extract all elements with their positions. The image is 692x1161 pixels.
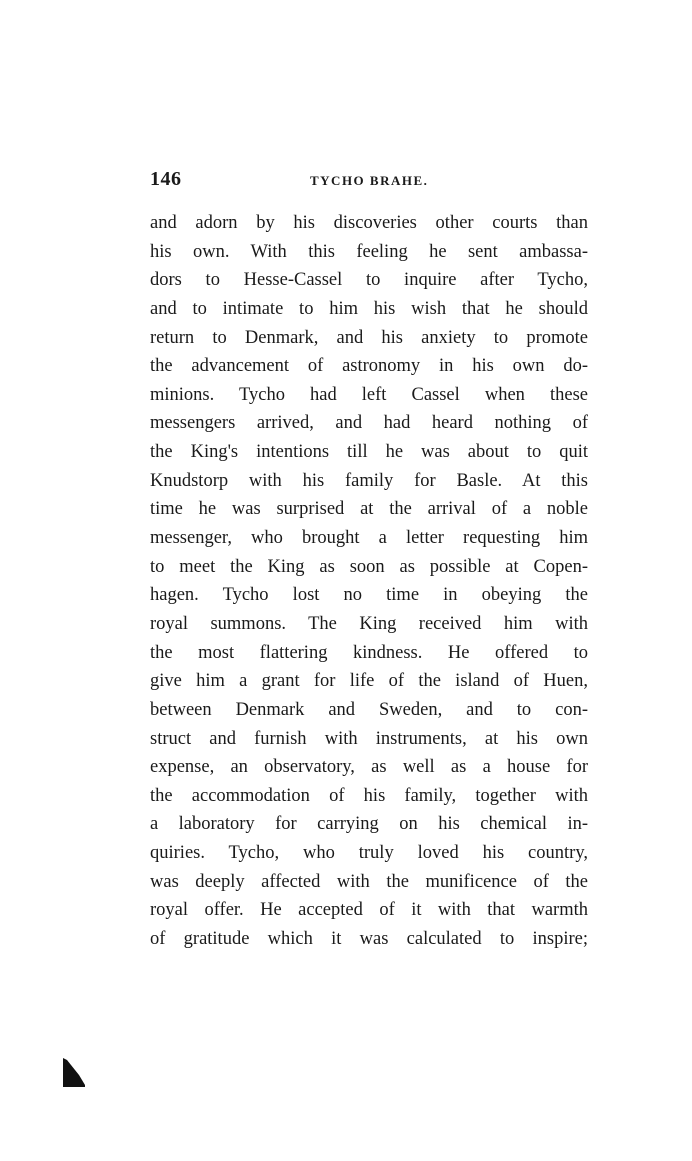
text-line: a laboratory for carrying on his chemical in-	[150, 814, 588, 835]
text-line: dors to Hesse-Cassel to inquire after Tycho,	[150, 270, 588, 291]
text-line: royal offer. He accepted of it with that warmth	[150, 900, 588, 921]
running-head	[150, 168, 590, 196]
text-line: hagen. Tycho lost no time in obeying the	[150, 585, 588, 606]
text-line: messenger, who brought a letter requesting him	[150, 528, 588, 549]
text-line: expense, an observatory, as well as a house for	[150, 757, 588, 778]
text-line: royal summons. The King received him with	[150, 613, 588, 634]
text-line: struct and furnish with instruments, at his own	[150, 728, 588, 749]
text-line: Knudstorp with his family for Basle. At this	[150, 470, 588, 491]
text-line: the King's intentions till he was about to quit	[150, 442, 588, 463]
text-line: his own. With this feeling he sent ambassa-	[150, 241, 588, 262]
text-line: give him a grant for life of the island of Huen,	[150, 671, 588, 692]
text-line: the advancement of astronomy in his own do-	[150, 356, 588, 377]
text-line: to meet the King as soon as possible at Copen-	[150, 556, 588, 577]
page-number: 146	[150, 168, 182, 190]
text-line: messengers arrived, and had heard nothing of	[150, 413, 588, 434]
corner-marker-shape	[63, 1058, 85, 1087]
text-line: and to intimate to him his wish that he should	[150, 298, 588, 319]
text-line: return to Denmark, and his anxiety to promote	[150, 327, 588, 348]
text-line: of gratitude which it was calculated to inspire;	[150, 929, 588, 950]
text-line: between Denmark and Sweden, and to con-	[150, 699, 588, 720]
text-line: was deeply affected with the munificence of the	[150, 871, 588, 892]
text-line: minions. Tycho had left Cassel when these	[150, 384, 588, 405]
text-line: time he was surprised at the arrival of a noble	[150, 499, 588, 520]
text-line: quiries. Tycho, who truly loved his country,	[150, 843, 588, 864]
text-line: and adorn by his discoveries other courts than	[150, 213, 588, 233]
body-text	[150, 209, 588, 954]
scan-corner-marker-icon	[62, 1058, 86, 1088]
text-line: the most flattering kindness. He offered to	[150, 642, 588, 663]
text-line: the accommodation of his family, together with	[150, 785, 588, 806]
running-title: TYCHO BRAHE.	[310, 173, 429, 188]
